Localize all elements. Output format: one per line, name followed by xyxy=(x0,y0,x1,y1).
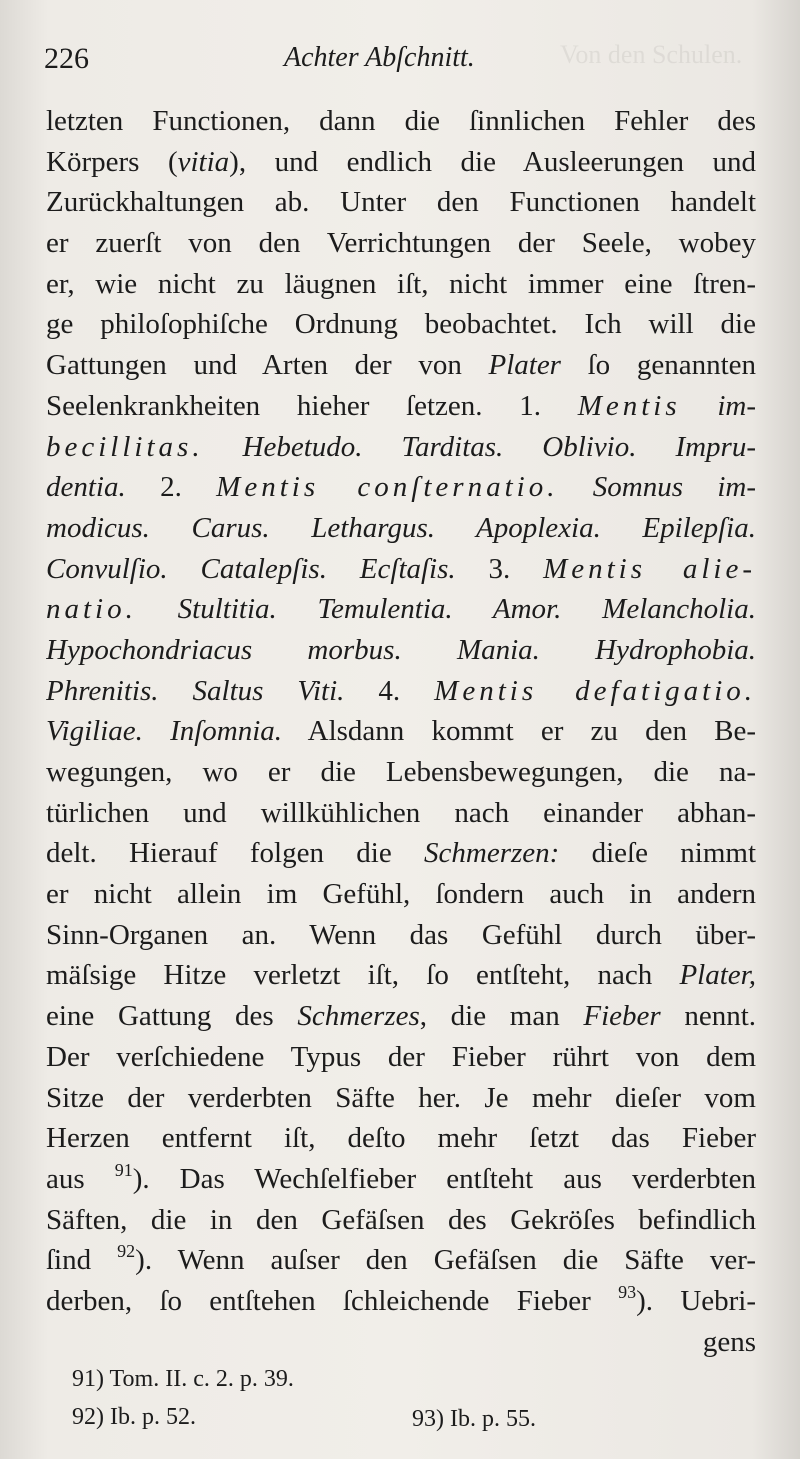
footnote-93: 93) Ib. p. 55. xyxy=(412,1406,536,1432)
text-line xyxy=(46,833,756,874)
bleed-through-text: Von den Schulen. xyxy=(560,40,743,69)
text-line xyxy=(46,1200,756,1241)
text-line xyxy=(46,1281,756,1322)
text-segment: becillitas. xyxy=(46,430,204,463)
text-segment: Fieber xyxy=(583,1000,661,1033)
text-segment: nennt. xyxy=(660,1000,756,1033)
text-line xyxy=(46,345,756,386)
text-line xyxy=(46,223,756,264)
text-segment: Mentis xyxy=(577,389,681,422)
text-segment: Schmerzes xyxy=(297,1000,420,1033)
text-line xyxy=(46,793,756,834)
text-segment: Gattungen und Arten der von xyxy=(46,349,489,382)
text-line xyxy=(46,467,756,508)
text-segment: Somnus im- xyxy=(558,471,756,504)
text-segment: Vigiliae. Inſomnia. xyxy=(46,715,283,748)
text-line xyxy=(46,508,756,549)
text-segment: Convulſio. Catalepſis. Ecſtaſis. xyxy=(46,552,456,585)
text-segment: wegungen, wo er die Lebensbewegungen, die na- xyxy=(46,756,756,788)
text-segment: er zuerſt von den Verrichtungen der Seele, wobey xyxy=(46,227,756,260)
text-segment: natio. xyxy=(46,593,137,626)
text-line xyxy=(46,1322,756,1363)
text-segment: mäſsige Hitze verletzt iſt, ſo entſteht, nach xyxy=(46,959,680,992)
page-header xyxy=(44,40,544,80)
text-line xyxy=(46,671,756,712)
text-segment: letzten Functionen, dann die ſinnlichen Fehler des xyxy=(46,105,756,137)
text-segment: 3. xyxy=(455,552,544,585)
text-segment: delt. Hierauf folgen die xyxy=(46,837,425,870)
text-line xyxy=(46,589,756,630)
text-line xyxy=(46,101,756,142)
text-line xyxy=(46,182,756,223)
page-number: 226 xyxy=(44,42,89,75)
text-segment: vitia xyxy=(177,145,230,178)
text-line xyxy=(46,304,756,345)
text-segment: Der verſchiedene Typus der Fieber rührt von dem xyxy=(46,1040,756,1073)
text-segment: derben, ſo entſtehen ſchleichende Fieber xyxy=(46,1284,619,1317)
text-segment: Mentis conſternatio. xyxy=(216,471,559,504)
text-segment: ). Uebri- xyxy=(636,1284,756,1317)
text-segment: Plater xyxy=(488,349,561,382)
footnote-91: 91) Tom. II. c. 2. p. 39. xyxy=(72,1366,294,1392)
text-segment: Phrenitis. Saltus Viti. xyxy=(46,674,345,707)
text-segment: dentia. xyxy=(46,471,126,504)
text-segment: Mentis alie- xyxy=(543,552,756,585)
text-segment: Plater, xyxy=(679,959,756,992)
text-line xyxy=(46,874,756,915)
text-segment: 2. xyxy=(125,471,217,504)
text-line xyxy=(46,711,756,752)
text-segment: ſind xyxy=(46,1244,118,1277)
text-line xyxy=(46,996,756,1037)
text-segment: ge philoſophiſche Ordnung beobachtet. Ich will die xyxy=(46,308,756,341)
text-segment: er, wie nicht zu läugnen iſt, nicht immer eine ſtren- xyxy=(46,267,756,300)
text-segment: Zurückhaltungen ab. Unter den Functionen handelt xyxy=(46,186,756,219)
text-line xyxy=(46,142,756,183)
text-line xyxy=(46,752,756,793)
text-segment: Sitze der verderbten Säfte her. Je mehr dieſer vom xyxy=(46,1081,756,1114)
text-line xyxy=(46,1159,756,1200)
text-segment: ). Wenn auſser den Gefäſsen die Säfte ver- xyxy=(135,1244,756,1277)
footnote-ref: 93 xyxy=(618,1281,637,1302)
running-title: Achter Abſchnitt. xyxy=(284,42,475,73)
body-text xyxy=(46,101,756,1362)
text-segment: Herzen entfernt iſt, deſto mehr ſetzt das Fieber xyxy=(46,1122,756,1155)
text-segment: im- xyxy=(680,389,756,422)
text-segment: 4. xyxy=(344,674,435,707)
text-line xyxy=(46,955,756,996)
text-segment: Körpers ( xyxy=(46,145,178,178)
text-segment: modicus. Carus. Lethargus. Apoplexia. Epilepſia. xyxy=(46,511,756,544)
text-segment: er nicht allein im Gefühl, ſondern auch in andern xyxy=(46,878,756,911)
footnote-92: 92) Ib. p. 52. xyxy=(72,1404,196,1430)
text-segment: Stultitia. Temulentia. Amor. Melancholia. xyxy=(136,593,756,626)
text-segment: eine Gattung des xyxy=(46,1000,298,1033)
text-line xyxy=(46,1118,756,1159)
text-segment: Hypochondriacus morbus. Mania. Hydrophobia. xyxy=(46,633,756,666)
text-line xyxy=(46,630,756,671)
text-line xyxy=(46,386,756,427)
text-segment: ). Das Wechſelfieber entſteht aus verderbten xyxy=(132,1162,756,1195)
footnote-ref: 92 xyxy=(117,1241,136,1262)
text-segment: Sinn-Organen an. Wenn das Gefühl durch über- xyxy=(46,918,756,951)
text-line xyxy=(46,427,756,468)
text-line xyxy=(46,1078,756,1119)
footnote-ref: 91 xyxy=(114,1159,133,1180)
text-segment: aus xyxy=(46,1162,115,1195)
text-segment: Mentis defatigatio. xyxy=(434,674,756,707)
text-segment: türlichen und willkühlichen nach einander abhan- xyxy=(46,796,756,829)
text-line xyxy=(46,1240,756,1281)
text-segment: gens xyxy=(702,1325,756,1358)
text-segment: Säften, die in den Gefäſsen des Gekröſes befindlich xyxy=(46,1203,756,1236)
text-segment: dieſe nimmt xyxy=(559,837,756,870)
text-line xyxy=(46,915,756,956)
text-line xyxy=(46,1037,756,1078)
text-segment: , die man xyxy=(419,1000,584,1033)
text-line xyxy=(46,549,756,590)
text-line xyxy=(46,264,756,305)
text-segment: Schmerzen: xyxy=(424,837,560,870)
text-segment: Alsdann kommt er zu den Be- xyxy=(282,715,756,748)
text-segment: Seelenkrankheiten hieher ſetzen. 1. xyxy=(46,389,578,422)
text-segment: Hebetudo. Tarditas. Oblivio. Impru- xyxy=(203,430,756,463)
text-segment: ſo genannten xyxy=(560,349,756,382)
text-segment: ), und endlich die Ausleerungen und xyxy=(229,145,756,178)
